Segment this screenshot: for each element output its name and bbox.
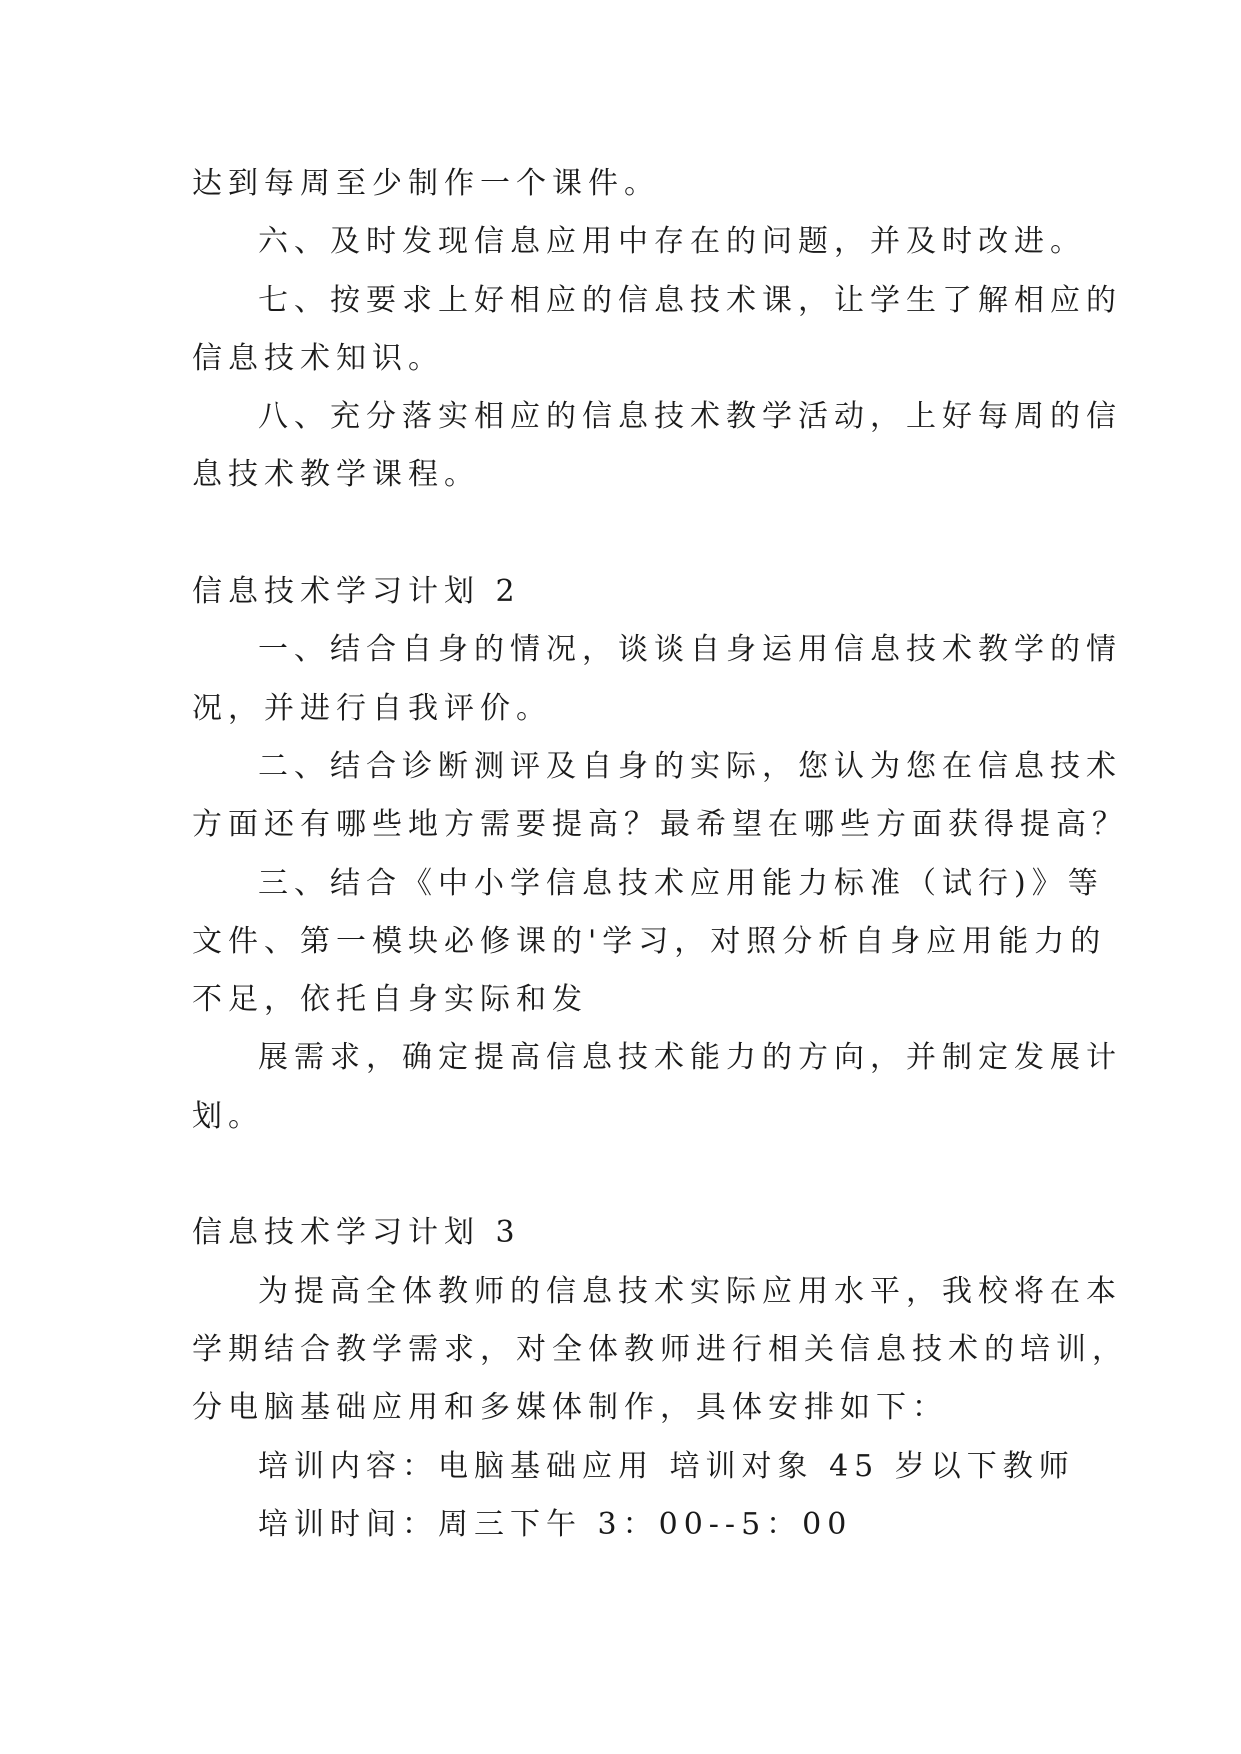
text-line: 三、结合《中小学信息技术应用能力标准（试行)》等 [258, 866, 1104, 901]
text-line: 达到每周至少制作一个课件。 [192, 166, 660, 201]
text-line: 八、充分落实相应的信息技术教学活动，上好每周的信 [258, 399, 1122, 434]
text-line: 六、及时发现信息应用中存在的问题，并及时改进。 [258, 224, 1086, 259]
text-line: 培训内容：电脑基础应用 培训对象 45 岁以下教师 [258, 1449, 1075, 1484]
text-line: 分电脑基础应用和多媒体制作，具体安排如下： [192, 1390, 948, 1425]
text-line: 信息技术知识。 [192, 341, 444, 376]
text-line: 七、按要求上好相应的信息技术课，让学生了解相应的 [258, 283, 1122, 318]
text-line: 况，并进行自我评价。 [192, 691, 552, 726]
text-line: 划。 [192, 1099, 264, 1134]
section-heading: 信息技术学习计划 3 [192, 1215, 521, 1250]
text-line: 为提高全体教师的信息技术实际应用水平，我校将在本 [258, 1274, 1122, 1309]
text-line: 不足，依托自身实际和发 [192, 982, 588, 1017]
text-line: 文件、第一模块必修课的'学习，对照分析自身应用能力的 [192, 924, 1107, 959]
text-line: 二、结合诊断测评及自身的实际，您认为您在信息技术 [258, 749, 1122, 784]
text-line: 培训时间：周三下午 3：00--5：00 [258, 1507, 853, 1542]
section-heading: 信息技术学习计划 2 [192, 574, 521, 609]
text-line: 方面还有哪些地方需要提高？最希望在哪些方面获得提高？ [192, 807, 1128, 842]
text-line: 一、结合自身的情况，谈谈自身运用信息技术教学的情 [258, 632, 1122, 667]
text-line: 学期结合教学需求，对全体教师进行相关信息技术的培训， [192, 1332, 1128, 1367]
text-line: 展需求，确定提高信息技术能力的方向，并制定发展计 [258, 1040, 1122, 1075]
text-line: 息技术教学课程。 [192, 457, 480, 492]
